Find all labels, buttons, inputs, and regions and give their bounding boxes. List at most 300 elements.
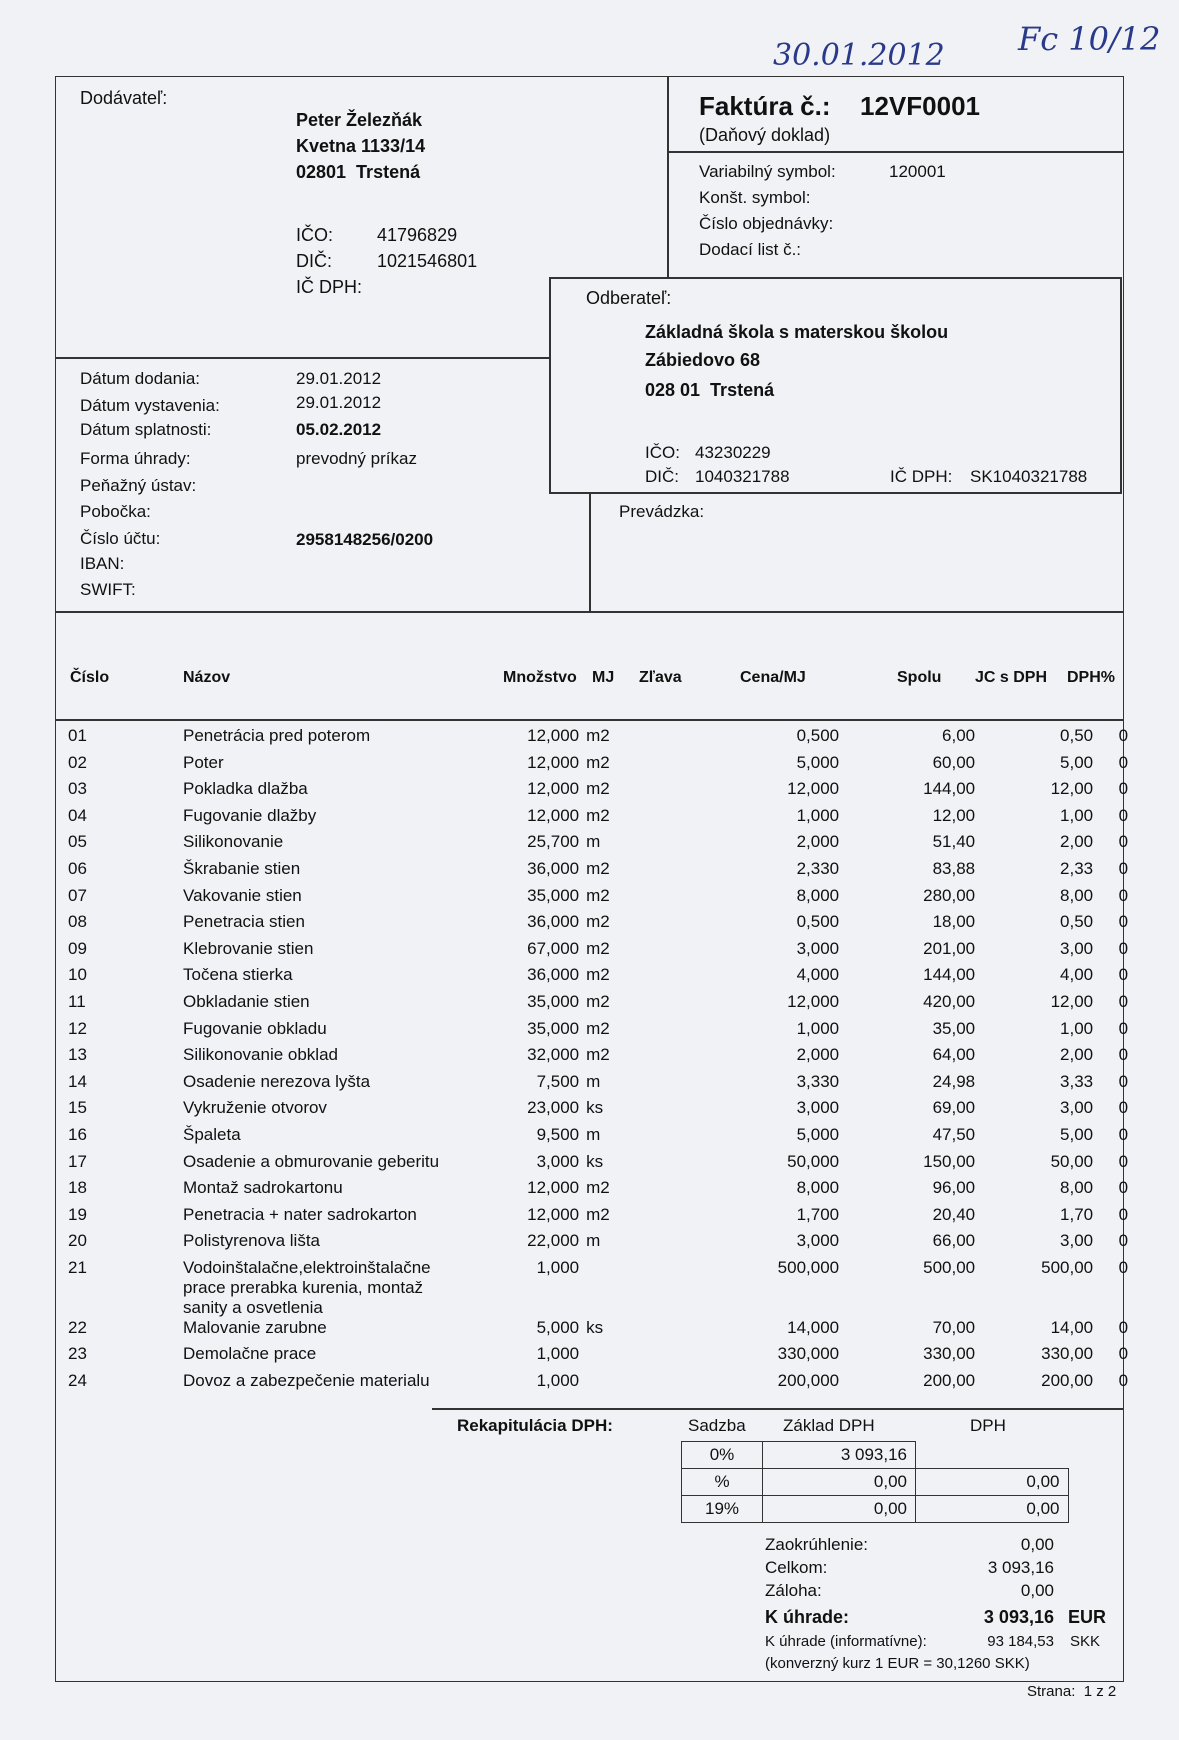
item-number: 08 (68, 912, 87, 932)
item-unit: m (586, 1231, 601, 1251)
item-number: 16 (68, 1124, 87, 1144)
table-row (68, 1344, 1128, 1371)
table-row (68, 1152, 1128, 1179)
due-date-label: Dátum splatnosti: (80, 420, 212, 439)
rounding-value: 0,00 (1020, 1535, 1054, 1554)
item-quantity: 9,500 (536, 1124, 580, 1144)
item-unit-price: 2,330 (796, 858, 840, 878)
header-unit-price-vat: JC s DPH (975, 669, 1048, 686)
issue-date-label: Dátum vystavenia: (80, 396, 220, 415)
variable-symbol-label: Variabilný symbol: (699, 162, 836, 181)
amount-due-value: 3 093,16 (983, 1607, 1054, 1627)
variable-symbol: 120001 (889, 162, 946, 181)
recap-table (681, 1441, 1069, 1523)
item-name: Polistyrenova lišta (183, 1231, 321, 1251)
item-discount (626, 1318, 716, 1345)
item-unit: m2 (586, 938, 610, 958)
item-number: 18 (68, 1178, 87, 1198)
item-unit: m2 (586, 805, 610, 825)
item-unit-price-vat: 3,33 (1060, 1071, 1094, 1091)
item-quantity: 35,000 (527, 1018, 580, 1038)
customer-dic: 1040321788 (695, 467, 790, 486)
item-discount (626, 1178, 716, 1205)
item-name: Osadenie a obmurovanie geberitu (183, 1151, 440, 1171)
item-discount (626, 965, 716, 992)
item-total: 280,00 (923, 885, 976, 905)
item-unit: m2 (586, 779, 610, 799)
item-unit-price-vat: 3,00 (1060, 1098, 1094, 1118)
table-row (68, 1045, 1128, 1072)
item-vat-rate: 0 (1118, 779, 1129, 799)
item-unit: m (586, 1071, 601, 1091)
divider-table-bottom (432, 1408, 1124, 1410)
order-number-label: Číslo objednávky: (699, 214, 834, 233)
item-name: Malovanie zarubne (183, 1317, 327, 1337)
table-row (68, 1125, 1128, 1152)
item-unit: ks (586, 1098, 604, 1118)
customer-city: 028 01 Trstená (645, 380, 775, 400)
item-unit: m2 (586, 752, 610, 772)
item-discount (626, 1205, 716, 1232)
item-total: 500,00 (923, 1257, 976, 1277)
table-row (68, 753, 1128, 780)
item-number: 11 (68, 991, 86, 1011)
item-name: Silikonovanie (183, 832, 284, 852)
handwritten-reference: Fc 10/12 (1018, 20, 1161, 58)
advance-value: 0,00 (1020, 1581, 1054, 1600)
supplier-ico-label: IČO: (296, 225, 334, 245)
item-vat-rate: 0 (1118, 991, 1129, 1011)
item-total: 201,00 (923, 938, 976, 958)
item-unit: m (586, 1124, 601, 1144)
item-unit: m2 (586, 1178, 610, 1198)
item-quantity: 35,000 (527, 885, 580, 905)
iban-label: IBAN: (80, 554, 125, 573)
handwritten-date: 30.01.2012 (773, 38, 945, 73)
item-unit-price-vat: 4,00 (1060, 965, 1094, 985)
item-vat-rate: 0 (1118, 1098, 1129, 1118)
table-row (68, 939, 1128, 966)
item-unit (579, 1371, 626, 1398)
item-quantity: 7,500 (536, 1071, 580, 1091)
item-discount (626, 1098, 716, 1125)
table-row (68, 859, 1128, 886)
due-date: 05.02.2012 (296, 420, 382, 439)
divider-invoice-title (667, 151, 1123, 153)
informative-amount-value: 93 184,53 (987, 1633, 1054, 1650)
item-unit-price-vat: 1,00 (1060, 805, 1094, 825)
account-number: 2958148256/0200 (296, 530, 434, 549)
item-discount (626, 832, 716, 859)
amount-due-label: K úhrade: (765, 1607, 850, 1627)
item-total: 144,00 (923, 965, 976, 985)
table-row (68, 886, 1128, 913)
item-total: 144,00 (923, 779, 976, 799)
table-row (68, 726, 1128, 753)
item-unit (579, 1258, 626, 1318)
item-name: Penetracia stien (183, 912, 305, 932)
item-total: 200,00 (923, 1371, 976, 1391)
item-unit-price: 0,500 (796, 912, 840, 932)
supplier-label: Dodávateľ: (80, 88, 168, 108)
item-unit-price: 5,000 (796, 1124, 840, 1144)
recap-rate: 19% (682, 1496, 763, 1523)
item-unit-price: 12,000 (787, 779, 840, 799)
item-name: Demolačne prace (183, 1344, 317, 1364)
item-unit-price: 500,000 (777, 1257, 840, 1277)
item-total: 20,40 (932, 1204, 976, 1224)
item-total: 150,00 (923, 1151, 976, 1171)
customer-ico: 43230229 (695, 443, 771, 462)
table-row (68, 1371, 1128, 1398)
item-quantity: 36,000 (527, 912, 580, 932)
item-unit-price-vat: 1,00 (1060, 1018, 1094, 1038)
item-unit-price: 12,000 (787, 991, 840, 1011)
recap-rate: % (682, 1469, 763, 1496)
item-discount (626, 753, 716, 780)
item-total: 12,00 (932, 805, 976, 825)
item-name: Dovoz a zabezpečenie materialu (183, 1371, 430, 1391)
item-number: 24 (68, 1371, 87, 1391)
items-table (68, 726, 1128, 1398)
item-name: Poter (183, 752, 224, 772)
header-number: Číslo (70, 669, 110, 686)
recap-vat: 0,00 (916, 1496, 1069, 1523)
item-number: 15 (68, 1098, 87, 1118)
supplier-icdph-label: IČ DPH: (296, 277, 363, 297)
advance-label: Záloha: (765, 1581, 822, 1600)
header-total: Spolu (897, 669, 942, 686)
item-discount (626, 912, 716, 939)
item-name: Pokladka dlažba (183, 779, 308, 799)
item-name: Penetracia + nater sadrokarton (183, 1204, 417, 1224)
item-unit-price: 200,000 (777, 1371, 840, 1391)
table-row (68, 912, 1128, 939)
header-name: Názov (183, 669, 231, 686)
account-number-label: Číslo účtu: (80, 529, 161, 548)
item-quantity: 22,000 (527, 1231, 580, 1251)
item-name: Špaleta (183, 1124, 241, 1144)
item-total: 47,50 (932, 1124, 976, 1144)
item-unit-price-vat: 12,00 (1050, 779, 1094, 799)
recap-row (682, 1442, 1069, 1469)
item-discount (626, 1231, 716, 1258)
item-total: 18,00 (932, 912, 976, 932)
table-row (68, 992, 1128, 1019)
item-unit: m2 (586, 991, 610, 1011)
item-unit: m2 (586, 726, 610, 745)
item-name: Fugovanie dlažby (183, 805, 317, 825)
delivery-date-label: Dátum dodania: (80, 369, 201, 388)
item-quantity: 25,700 (527, 832, 580, 852)
header-unit-price: Cena/MJ (740, 669, 806, 686)
table-row (68, 965, 1128, 992)
bank-label: Peňažný ústav: (80, 476, 197, 495)
payment-method-label: Forma úhrady: (80, 449, 191, 468)
branch-label: Pobočka: (80, 502, 151, 521)
customer-box (549, 277, 1122, 494)
item-number: 12 (68, 1018, 87, 1038)
item-number: 20 (68, 1231, 87, 1251)
recap-base: 0,00 (763, 1496, 916, 1523)
item-total: 35,00 (932, 1018, 976, 1038)
table-row (68, 1098, 1128, 1125)
item-quantity: 36,000 (527, 965, 580, 985)
item-discount (626, 806, 716, 833)
item-quantity: 36,000 (527, 858, 580, 878)
recap-header-vat: DPH (970, 1416, 1006, 1435)
item-unit-price: 8,000 (796, 885, 840, 905)
premises-label: Prevádzka: (619, 502, 705, 521)
invoice-number: 12VF0001 (860, 91, 980, 121)
item-number: 02 (68, 752, 87, 772)
informative-currency: SKK (1070, 1633, 1101, 1650)
item-unit-price-vat: 5,00 (1060, 752, 1094, 772)
item-vat-rate: 0 (1118, 1371, 1129, 1391)
item-unit: m2 (586, 885, 610, 905)
item-unit-price: 8,000 (796, 1178, 840, 1198)
table-row (68, 1019, 1128, 1046)
item-unit-price-vat: 0,50 (1060, 912, 1094, 932)
payment-method: prevodný príkaz (296, 449, 417, 468)
item-vat-rate: 0 (1118, 752, 1129, 772)
table-row (68, 1072, 1128, 1099)
divider-top-vertical (667, 76, 669, 277)
item-discount (626, 1125, 716, 1152)
supplier-ico: 41796829 (377, 225, 458, 245)
item-vat-rate: 0 (1118, 726, 1129, 745)
item-name: Vodoinštalačne,elektroinštalačne prace prerabka kurenia, montaž sanity a osvetlenia (183, 1257, 431, 1317)
item-quantity: 12,000 (527, 752, 580, 772)
delivery-date: 29.01.2012 (296, 369, 382, 388)
item-name: Obkladanie stien (183, 991, 310, 1011)
item-vat-rate: 0 (1118, 805, 1129, 825)
item-unit-price: 3,330 (796, 1071, 840, 1091)
item-vat-rate: 0 (1118, 912, 1129, 932)
table-row (68, 1205, 1128, 1232)
swift-label: SWIFT: (80, 580, 136, 599)
item-vat-rate: 0 (1118, 1178, 1129, 1198)
item-discount (626, 726, 716, 753)
constant-symbol-label: Konšt. symbol: (699, 188, 811, 207)
item-total: 66,00 (932, 1231, 976, 1251)
page-number: Strana: 1 z 2 (1027, 1683, 1117, 1700)
item-unit: m2 (586, 1204, 610, 1224)
item-vat-rate: 0 (1118, 1257, 1129, 1277)
item-name: Silikonovanie obklad (183, 1045, 338, 1065)
divider-dates (55, 357, 550, 359)
item-number: 06 (68, 858, 87, 878)
item-total: 24,98 (932, 1071, 976, 1091)
item-discount (626, 992, 716, 1019)
item-vat-rate: 0 (1118, 1018, 1129, 1038)
item-vat-rate: 0 (1118, 1231, 1129, 1251)
item-discount (626, 1152, 716, 1179)
total-label: Celkom: (765, 1558, 828, 1577)
item-number: 22 (68, 1317, 87, 1337)
item-total: 51,40 (932, 832, 976, 852)
item-discount (626, 1019, 716, 1046)
table-row (68, 779, 1128, 806)
item-discount (626, 1344, 716, 1371)
item-unit: m2 (586, 858, 610, 878)
table-row (68, 1318, 1128, 1345)
item-quantity: 35,000 (527, 991, 580, 1011)
item-total: 69,00 (932, 1098, 976, 1118)
recap-header-base: Základ DPH (783, 1416, 875, 1435)
invoice-title-label: Faktúra č.: (699, 91, 831, 121)
item-discount (626, 1371, 716, 1398)
item-unit: m2 (586, 1045, 610, 1065)
amount-due-currency: EUR (1068, 1607, 1107, 1627)
item-name: Penetrácia pred poterom (183, 726, 371, 745)
table-row (68, 1258, 1128, 1318)
item-vat-rate: 0 (1118, 1151, 1129, 1171)
item-quantity: 1,000 (536, 1257, 580, 1277)
item-vat-rate: 0 (1118, 1204, 1129, 1224)
item-unit: m2 (586, 965, 610, 985)
item-number: 19 (68, 1204, 87, 1224)
item-number: 23 (68, 1344, 87, 1364)
supplier-dic: 1021546801 (377, 251, 478, 271)
item-unit-price-vat: 5,00 (1060, 1124, 1094, 1144)
item-total: 83,88 (932, 858, 976, 878)
item-number: 09 (68, 938, 87, 958)
item-unit-price: 2,000 (796, 832, 840, 852)
item-unit-price: 2,000 (796, 1045, 840, 1065)
item-unit-price: 3,000 (796, 938, 840, 958)
item-unit: m (586, 832, 601, 852)
item-number: 04 (68, 805, 87, 825)
supplier-name: Peter Železňák (296, 110, 423, 130)
item-vat-rate: 0 (1118, 1344, 1129, 1364)
item-number: 17 (68, 1151, 87, 1171)
item-vat-rate: 0 (1118, 1071, 1129, 1091)
item-total: 64,00 (932, 1045, 976, 1065)
item-unit-price: 5,000 (796, 752, 840, 772)
table-row (68, 806, 1128, 833)
customer-ico-label: IČO: (645, 443, 680, 462)
item-name: Vykruženie otvorov (183, 1098, 327, 1118)
item-quantity: 12,000 (527, 779, 580, 799)
total-value: 3 093,16 (987, 1558, 1054, 1577)
item-unit-price: 50,000 (787, 1151, 840, 1171)
item-name: Montaž sadrokartonu (183, 1178, 343, 1198)
recap-row (682, 1469, 1069, 1496)
item-number: 05 (68, 832, 87, 852)
item-total: 330,00 (923, 1344, 976, 1364)
supplier-street: Kvetna 1133/14 (296, 136, 426, 156)
delivery-note-label: Dodací list č.: (699, 240, 802, 259)
item-number: 21 (68, 1257, 87, 1277)
item-vat-rate: 0 (1118, 885, 1129, 905)
item-vat-rate: 0 (1118, 938, 1129, 958)
item-unit-price-vat: 2,00 (1060, 832, 1094, 852)
customer-street: Zábiedovo 68 (645, 350, 761, 370)
item-unit-price-vat: 14,00 (1050, 1317, 1094, 1337)
item-unit-price-vat: 8,00 (1060, 885, 1094, 905)
item-unit: ks (586, 1151, 604, 1171)
recap-base: 0,00 (763, 1469, 916, 1496)
item-discount (626, 939, 716, 966)
item-unit-price: 0,500 (796, 726, 840, 745)
item-name: Fugovanie obkladu (183, 1018, 327, 1038)
item-quantity: 1,000 (536, 1371, 580, 1391)
header-vat-rate: DPH% (1067, 669, 1116, 686)
table-row (68, 1178, 1128, 1205)
item-total: 420,00 (923, 991, 976, 1011)
item-unit-price-vat: 330,00 (1041, 1344, 1094, 1364)
item-unit-price-vat: 200,00 (1041, 1371, 1094, 1391)
recap-row (682, 1496, 1069, 1523)
item-unit-price-vat: 2,33 (1060, 858, 1094, 878)
customer-dic-label: DIČ: (645, 467, 679, 486)
item-unit-price: 1,700 (796, 1204, 840, 1224)
item-unit-price-vat: 500,00 (1041, 1257, 1094, 1277)
customer-name: Základná škola s materskou školou (645, 322, 949, 342)
item-unit (579, 1344, 626, 1371)
item-number: 13 (68, 1045, 87, 1065)
item-quantity: 67,000 (527, 938, 580, 958)
item-vat-rate: 0 (1118, 832, 1129, 852)
invoice-subtitle: (Daňový doklad) (699, 125, 831, 145)
customer-label: Odberateľ: (586, 288, 672, 308)
item-total: 96,00 (932, 1178, 976, 1198)
item-quantity: 5,000 (536, 1317, 580, 1337)
customer-icdph-label: IČ DPH: (890, 467, 953, 486)
item-quantity: 12,000 (527, 1204, 580, 1224)
customer-icdph: SK1040321788 (970, 467, 1088, 486)
item-discount (626, 779, 716, 806)
item-quantity: 12,000 (527, 1178, 580, 1198)
item-quantity: 12,000 (527, 805, 580, 825)
item-unit-price-vat: 2,00 (1060, 1045, 1094, 1065)
item-unit: m2 (586, 1018, 610, 1038)
item-quantity: 12,000 (527, 726, 580, 745)
item-unit-price: 1,000 (796, 1018, 840, 1038)
item-unit-price: 3,000 (796, 1098, 840, 1118)
recap-vat: 0,00 (916, 1469, 1069, 1496)
item-unit-price-vat: 1,70 (1060, 1204, 1094, 1224)
item-discount (626, 1045, 716, 1072)
item-number: 07 (68, 885, 87, 905)
rounding-label: Zaokrúhlenie: (765, 1535, 869, 1554)
item-vat-rate: 0 (1118, 1317, 1129, 1337)
issue-date: 29.01.2012 (296, 393, 382, 412)
item-unit-price-vat: 50,00 (1050, 1151, 1094, 1171)
item-vat-rate: 0 (1118, 1045, 1129, 1065)
recap-vat (916, 1442, 1069, 1469)
header-quantity: Množstvo (503, 669, 577, 686)
item-discount (626, 1072, 716, 1099)
item-unit-price-vat: 3,00 (1060, 938, 1094, 958)
item-name: Klebrovanie stien (183, 938, 314, 958)
item-total: 6,00 (942, 726, 976, 745)
divider-table-top (55, 611, 1124, 613)
supplier-dic-label: DIČ: (296, 251, 332, 271)
item-number: 03 (68, 779, 87, 799)
table-row (68, 1231, 1128, 1258)
item-unit-price: 14,000 (787, 1317, 840, 1337)
item-unit: m2 (586, 912, 610, 932)
item-unit-price-vat: 0,50 (1060, 726, 1094, 745)
item-unit-price-vat: 3,00 (1060, 1231, 1094, 1251)
item-vat-rate: 0 (1118, 858, 1129, 878)
item-unit: ks (586, 1317, 604, 1337)
item-unit-price: 4,000 (796, 965, 840, 985)
table-row (68, 832, 1128, 859)
item-total: 70,00 (932, 1317, 976, 1337)
